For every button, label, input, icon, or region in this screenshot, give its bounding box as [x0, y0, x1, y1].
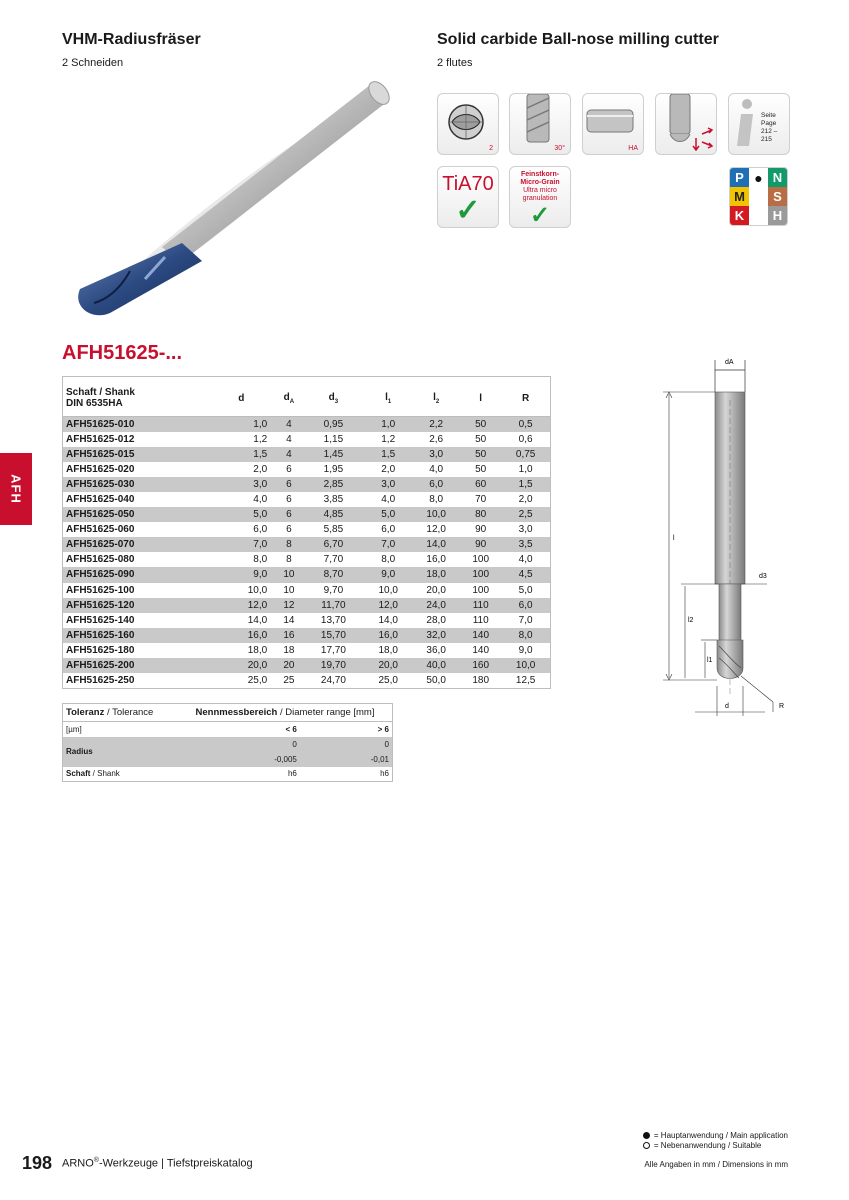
cell-d3: 5,85 — [323, 524, 344, 536]
cell-R: 0,6 — [518, 433, 533, 445]
cell-d: 4,0 — [253, 494, 268, 506]
grain-de-2: Micro-Grain — [520, 179, 560, 186]
cell-d: 18,0 — [247, 644, 268, 656]
cell-d: 1,2 — [253, 433, 268, 445]
col-dA-label: d — [283, 391, 290, 403]
col-l1 — [364, 377, 412, 417]
title-german: VHM-Radiusfräser — [62, 31, 201, 48]
cell-dA: 6 — [286, 463, 292, 475]
cell-code: AFH51625-160 — [63, 628, 208, 643]
range-gt6: > 6 — [377, 724, 389, 734]
cell-l: 180 — [472, 674, 490, 686]
cell-l: 160 — [460, 658, 501, 673]
cell-l: 50 — [460, 447, 501, 462]
cell-code: AFH51625-012 — [66, 433, 135, 445]
cell-d: 12,0 — [208, 598, 276, 613]
cell-R: 7,0 — [518, 614, 533, 626]
flutes-label: 2 — [489, 145, 493, 152]
cell-code: AFH51625-020 — [66, 463, 135, 475]
cell-l1: 9,0 — [364, 567, 412, 582]
cell-dA: 8 — [275, 537, 302, 552]
subtitle-german: 2 Schneiden — [62, 57, 124, 69]
cell-d: 1,0 — [208, 417, 276, 432]
cell-l1: 16,0 — [364, 628, 412, 643]
tolerance-heading-bold: Toleranz — [66, 707, 105, 718]
col-dA — [275, 377, 302, 417]
iso-p: P — [730, 168, 749, 187]
cell-d3: 2,85 — [303, 477, 365, 492]
product-code-title: AFH51625-... — [62, 342, 183, 364]
cell-R: 0,75 — [501, 447, 550, 462]
micro-grain-text — [510, 171, 570, 203]
shank-tolerance-row — [63, 767, 393, 782]
tolerance-heading-rest: / Tolerance — [104, 707, 154, 718]
col-l2-label: l — [433, 391, 436, 403]
radius-upper-row — [63, 737, 393, 752]
cell-l2: 4,0 — [429, 463, 444, 475]
col-shank — [63, 377, 208, 417]
iso-material-grid — [729, 167, 788, 226]
cell-l2: 20,0 — [426, 584, 446, 596]
cell-code: AFH51625-050 — [63, 507, 208, 522]
micro-grain-icon-box — [509, 166, 571, 228]
cell-R: 4,0 — [518, 554, 533, 566]
tolerance-heading — [63, 704, 193, 722]
grain-de-1: Feinstkorn- — [520, 171, 560, 178]
table-row — [63, 658, 551, 673]
cell-d3: 15,70 — [303, 628, 365, 643]
col-shank-line2: DIN 6535HA — [66, 398, 123, 409]
shank-tolerance-label — [63, 767, 193, 782]
legend-main — [643, 1131, 788, 1141]
cell-d3: 4,85 — [303, 507, 365, 522]
cell-code: AFH51625-250 — [66, 674, 135, 686]
cell-l: 100 — [472, 554, 490, 566]
cell-R: 0,5 — [501, 417, 550, 432]
col-R — [501, 377, 550, 417]
cell-l: 60 — [460, 477, 501, 492]
cell-R: 8,0 — [501, 628, 550, 643]
cell-code: AFH51625-040 — [66, 494, 135, 506]
cell-d: 9,0 — [208, 567, 276, 582]
cell-d: 25,0 — [247, 674, 268, 686]
cell-dA: 6 — [275, 507, 302, 522]
cell-R: 3,0 — [518, 524, 533, 536]
cell-l: 110 — [472, 614, 489, 626]
cell-l1: 1,5 — [364, 447, 412, 462]
cell-code: AFH51625-030 — [63, 477, 208, 492]
cell-code: AFH51625-060 — [66, 524, 135, 536]
cell-d: 6,0 — [253, 524, 268, 536]
coating-label: TiA70 — [442, 173, 494, 195]
cell-l2: 12,0 — [426, 524, 446, 536]
footer-catalog — [62, 1157, 253, 1170]
cell-l2: 32,0 — [412, 628, 460, 643]
drawing-label-d3: d3 — [759, 573, 767, 580]
drawing-label-l: l — [673, 535, 675, 542]
legend-suitable — [643, 1141, 788, 1151]
cell-code: AFH51625-090 — [63, 567, 208, 582]
cell-d3: 24,70 — [320, 674, 346, 686]
col-l2-sub: 2 — [435, 398, 440, 405]
table-row — [63, 598, 551, 613]
cell-d: 3,0 — [208, 477, 276, 492]
cell-d: 2,0 — [253, 463, 268, 475]
technical-drawing — [655, 350, 805, 720]
grain-en-2: granulation — [522, 195, 558, 202]
spec-table-header — [63, 377, 551, 417]
cell-l: 100 — [460, 567, 501, 582]
table-row — [63, 628, 551, 643]
cell-dA: 10 — [283, 584, 295, 596]
range-heading-rest: / Diameter range [mm] — [277, 707, 375, 718]
table-row — [63, 673, 551, 688]
table-row — [63, 537, 551, 552]
cell-code: AFH51625-180 — [66, 644, 135, 656]
table-row — [63, 507, 551, 522]
subtitle-english: 2 flutes — [437, 57, 473, 69]
table-row — [63, 552, 551, 567]
cell-code: AFH51625-140 — [66, 614, 135, 626]
cell-l1: 1,0 — [364, 417, 412, 432]
radius-upper-gt6: 0 — [300, 737, 393, 752]
cell-l1: 25,0 — [378, 674, 398, 686]
info-icon-box — [728, 93, 790, 155]
cell-l2: 8,0 — [429, 494, 444, 506]
cell-d: 1,5 — [208, 447, 276, 462]
cell-l1: 18,0 — [378, 644, 398, 656]
cell-d3: 3,85 — [323, 494, 344, 506]
title-english: Solid carbide Ball-nose milling cutter — [437, 31, 719, 48]
section-tab-label: AFH — [8, 474, 24, 504]
footer-brand: ARNO — [62, 1157, 94, 1170]
table-row — [63, 583, 551, 598]
iso-m: M — [730, 187, 749, 206]
cell-l1: 7,0 — [364, 537, 412, 552]
cell-l1: 10,0 — [378, 584, 398, 596]
cell-dA: 4 — [275, 447, 302, 462]
col-l1-label: l — [385, 391, 388, 403]
cell-dA: 20 — [275, 658, 302, 673]
tolerance-unit-row — [63, 722, 393, 737]
cell-R: 1,0 — [518, 463, 533, 475]
cell-l1: 3,0 — [364, 477, 412, 492]
cell-code: AFH51625-100 — [66, 584, 135, 596]
col-l-label: l — [479, 392, 483, 404]
cell-R: 2,5 — [501, 507, 550, 522]
cell-l: 140 — [472, 644, 490, 656]
cell-l1: 4,0 — [381, 494, 396, 506]
cell-l2: 16,0 — [426, 554, 446, 566]
iso-empty-2 — [749, 206, 768, 225]
iso-k: K — [730, 206, 749, 225]
col-l — [460, 377, 501, 417]
cell-code: AFH51625-200 — [63, 658, 208, 673]
ball-nose-cutter-photo — [70, 75, 400, 320]
shank-rest: / Shank — [90, 769, 120, 779]
cell-l: 140 — [460, 628, 501, 643]
cell-l: 90 — [460, 537, 501, 552]
cell-code: AFH51625-120 — [63, 598, 208, 613]
cell-d: 5,0 — [208, 507, 276, 522]
col-shank-line1: Schaft / Shank — [66, 387, 135, 398]
cell-l2: 18,0 — [412, 567, 460, 582]
info-page-reference — [761, 112, 789, 144]
cell-l: 110 — [460, 598, 501, 613]
iso-s: S — [768, 187, 787, 206]
cell-l2: 36,0 — [426, 644, 446, 656]
cell-dA: 25 — [283, 674, 295, 686]
cell-d3: 7,70 — [323, 554, 344, 566]
drawing-label-dA: dA — [725, 359, 734, 366]
legend-suitable-text: = Nebenanwendung / Suitable — [653, 1141, 762, 1150]
cell-l1: 8,0 — [381, 554, 396, 566]
cell-l1: 14,0 — [378, 614, 398, 626]
cell-R: 3,5 — [501, 537, 550, 552]
spec-table-body — [63, 417, 551, 689]
cell-d: 16,0 — [208, 628, 276, 643]
cell-l: 50 — [475, 463, 487, 475]
cell-l2: 3,0 — [412, 447, 460, 462]
cell-R: 10,0 — [501, 658, 550, 673]
iso-n: N — [768, 168, 787, 187]
cell-dA: 4 — [286, 433, 292, 445]
drawing-label-l1: l1 — [707, 657, 713, 664]
range-heading-bold: Nennmessbereich — [195, 707, 278, 718]
radius-label: Radius — [63, 737, 193, 767]
cell-l: 50 — [460, 417, 501, 432]
col-l1-sub: 1 — [387, 398, 392, 405]
col-d-label: d — [238, 392, 245, 404]
cell-l: 80 — [460, 507, 501, 522]
cell-d: 10,0 — [247, 584, 268, 596]
radius-lower-gt6: -0,01 — [300, 752, 393, 767]
cell-R: 6,0 — [501, 598, 550, 613]
cell-dA: 16 — [275, 628, 302, 643]
page-number: 198 — [22, 1153, 53, 1173]
table-row — [63, 522, 551, 537]
cell-dA: 6 — [286, 494, 292, 506]
cell-dA: 6 — [286, 524, 292, 536]
tolerance-header-row — [63, 704, 393, 722]
table-row — [63, 567, 551, 582]
table-row — [63, 462, 551, 477]
micro-grain-check-icon: ✓ — [529, 202, 551, 228]
cell-l2: 14,0 — [412, 537, 460, 552]
cell-R: 5,0 — [518, 584, 533, 596]
cell-d3: 9,70 — [323, 584, 344, 596]
cell-d3: 1,15 — [323, 433, 344, 445]
cell-dA: 18 — [283, 644, 295, 656]
cell-d: 14,0 — [247, 614, 268, 626]
shank-gt6: h6 — [380, 769, 389, 779]
cell-dA: 4 — [275, 417, 302, 432]
cell-d3: 1,95 — [323, 463, 344, 475]
col-R-label: R — [522, 392, 530, 404]
table-row — [63, 477, 551, 492]
info-line-1: Seite Page — [761, 112, 777, 127]
cell-l2: 24,0 — [412, 598, 460, 613]
table-row — [63, 643, 551, 658]
cell-dA: 10 — [275, 567, 302, 582]
table-row — [63, 447, 551, 462]
dimensions-note: Alle Angaben in mm / Dimensions in mm — [644, 1160, 788, 1169]
application-legend — [643, 1131, 788, 1151]
cell-l: 50 — [475, 433, 487, 445]
drawing-label-r: R — [779, 703, 785, 710]
footer-catalog-text: -Werkzeuge | Tiefstpreiskatalog — [98, 1157, 253, 1170]
cell-d3: 1,45 — [303, 447, 365, 462]
col-d3 — [303, 377, 365, 417]
footer-brand-sup: ® — [93, 1157, 99, 1164]
cell-l: 70 — [475, 494, 487, 506]
cell-l2: 50,0 — [426, 674, 446, 686]
cell-d: 7,0 — [208, 537, 276, 552]
center-cutting-icon-box — [655, 93, 717, 155]
cell-l1: 12,0 — [364, 598, 412, 613]
cell-code: AFH51625-070 — [63, 537, 208, 552]
hollow-dot-icon — [643, 1142, 650, 1149]
col-dA-sub: A — [289, 398, 295, 405]
cell-R: 1,5 — [501, 477, 550, 492]
info-line-2: 212 – 215 — [761, 128, 778, 143]
spec-table — [62, 376, 551, 689]
cell-code: AFH51625-080 — [66, 554, 135, 566]
shank-label: HA — [628, 145, 638, 152]
flutes-icon-box — [437, 93, 499, 155]
center-cutting-icon — [656, 94, 717, 155]
coating-check-icon: ✓ — [455, 194, 481, 227]
col-d3-sub: 3 — [334, 398, 339, 405]
cell-R: 4,5 — [501, 567, 550, 582]
cell-R: 9,0 — [518, 644, 533, 656]
radius-upper-lt6: 0 — [193, 737, 300, 752]
cell-l2: 28,0 — [426, 614, 446, 626]
cell-R: 2,0 — [518, 494, 533, 506]
iso-empty-1 — [749, 187, 768, 206]
cell-l1: 2,0 — [381, 463, 396, 475]
range-lt6: < 6 — [285, 724, 297, 734]
cell-d3: 11,70 — [303, 598, 365, 613]
radius-lower-lt6: -0,005 — [193, 752, 300, 767]
tolerance-unit: [µm] — [66, 724, 82, 734]
cell-d3: 19,70 — [303, 658, 365, 673]
cell-code: AFH51625-010 — [63, 417, 208, 432]
cell-l2: 40,0 — [412, 658, 460, 673]
cell-d3: 0,95 — [303, 417, 365, 432]
cell-l1: 1,2 — [381, 433, 396, 445]
shank-lt6: h6 — [287, 769, 297, 779]
legend-main-text: = Hauptanwendung / Main application — [653, 1131, 788, 1140]
cell-l2: 2,6 — [429, 433, 444, 445]
shank-bold: Schaft — [66, 769, 91, 779]
cell-dA: 8 — [286, 554, 292, 566]
cell-dA: 12 — [275, 598, 302, 613]
filled-dot-icon — [643, 1132, 650, 1139]
main-application-dot-icon: ● — [749, 168, 768, 187]
table-row — [63, 492, 551, 507]
iso-h: H — [768, 206, 787, 225]
cell-l1: 20,0 — [364, 658, 412, 673]
cell-d3: 6,70 — [303, 537, 365, 552]
coating-icon-box — [437, 166, 499, 228]
col-l2 — [412, 377, 460, 417]
cell-d: 20,0 — [208, 658, 276, 673]
cell-l1: 5,0 — [364, 507, 412, 522]
cell-d3: 17,70 — [320, 644, 346, 656]
table-row — [63, 432, 551, 447]
cell-R: 12,5 — [515, 674, 536, 686]
cell-l2: 6,0 — [412, 477, 460, 492]
section-tab — [0, 453, 32, 525]
grain-en-1: Ultra micro — [523, 187, 557, 194]
tolerance-table — [62, 703, 393, 782]
cell-code: AFH51625-015 — [63, 447, 208, 462]
table-row — [63, 417, 551, 432]
cell-l2: 2,2 — [412, 417, 460, 432]
helix-icon-box — [509, 93, 571, 155]
cell-l1: 6,0 — [381, 524, 396, 536]
shank-icon-box — [582, 93, 644, 155]
cell-dA: 6 — [275, 477, 302, 492]
range-heading — [193, 704, 393, 722]
cell-l: 100 — [472, 584, 490, 596]
cell-d3: 13,70 — [320, 614, 346, 626]
drawing-label-l2: l2 — [688, 617, 694, 624]
cell-d: 8,0 — [253, 554, 268, 566]
cell-l: 90 — [475, 524, 487, 536]
cell-d3: 8,70 — [303, 567, 365, 582]
drawing-label-d: d — [725, 703, 729, 710]
cell-dA: 14 — [283, 614, 295, 626]
table-row — [63, 613, 551, 628]
cell-l2: 10,0 — [412, 507, 460, 522]
col-d — [208, 377, 276, 417]
col-d3-label: d — [328, 391, 335, 403]
helix-label: 30° — [554, 145, 565, 152]
